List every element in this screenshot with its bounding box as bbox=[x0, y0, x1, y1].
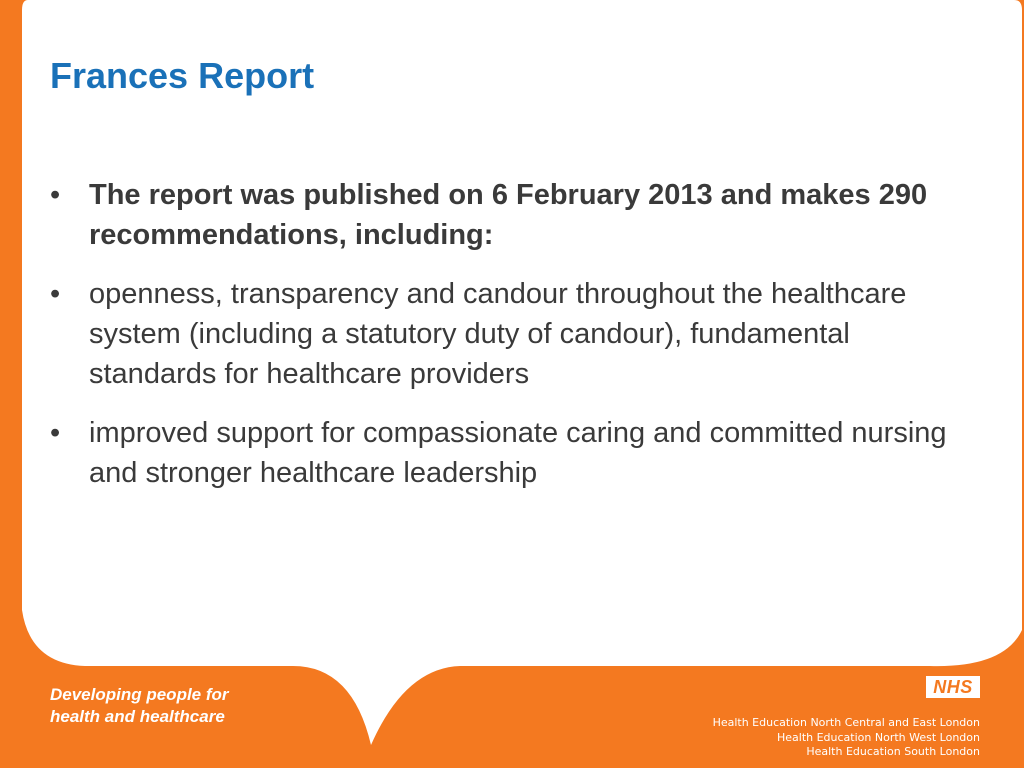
bullet-item bbox=[50, 274, 970, 394]
organisation-list bbox=[713, 716, 980, 760]
tagline-line: Developing people for bbox=[50, 685, 229, 704]
organisation-name: Health Education South London bbox=[806, 745, 980, 758]
bullet-text: The report was published on 6 February 2013 and makes 290 recommendations, including: bbox=[89, 179, 928, 251]
bullet-text: improved support for compassionate caring and committed nursing and stronger healthcare leadership bbox=[89, 417, 947, 489]
organisation-name: Health Education North West London bbox=[776, 730, 980, 744]
bullet-dot: • bbox=[50, 278, 61, 310]
bullet-text: openness, transparency and candour throughout the healthcare system (including a statutory duty of candour), fundamental standards for healthcare providers bbox=[89, 278, 907, 390]
organisation-name: Health Education North Central and East London bbox=[712, 716, 980, 729]
bullet-dot: • bbox=[50, 179, 61, 211]
bullet-item bbox=[50, 413, 970, 493]
nhs-logo bbox=[926, 676, 980, 698]
nhs-logo-text: NHS bbox=[933, 677, 973, 697]
bullet-item bbox=[50, 175, 970, 255]
tagline-line: health and healthcare bbox=[50, 707, 225, 726]
bullet-dot: • bbox=[50, 417, 61, 449]
slide-title: Frances Report bbox=[50, 55, 315, 96]
footer-tagline bbox=[50, 684, 310, 728]
bullet-list bbox=[50, 175, 970, 512]
